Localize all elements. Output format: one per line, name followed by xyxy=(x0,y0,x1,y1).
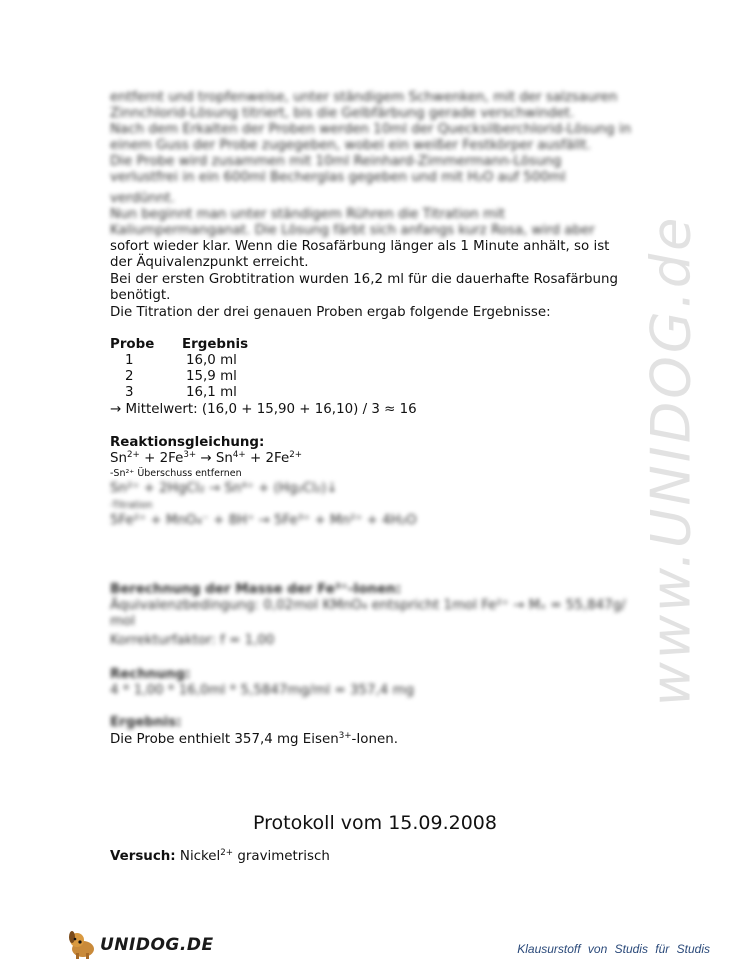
body-line: sofort wieder klar. Wenn die Rosafärbung länger als 1 Minute anhält, so ist xyxy=(110,239,610,254)
cell-ergebnis: 16,1 ml xyxy=(186,385,237,400)
footer-tagline: Klausurstoff von Studis für Studis xyxy=(517,942,710,956)
body-line: benötigt. xyxy=(110,288,171,303)
logo-text: UNIDOG.DE xyxy=(100,935,214,955)
blurred-line: Sn²⁺ + 2HgCl₂ → Sn⁴⁺ + (Hg₂Cl₂)↓ xyxy=(110,481,338,496)
blurred-line: Die Probe wird zusammen mit 10ml Reinhard-Zimmermann-Lösung xyxy=(110,154,562,169)
equation-line: $Sn^{2+} + 2Fe^{3+} \to Sn^{4+} + 2Fe^{2+}$ xyxy=(110,450,303,466)
versuch-label: Versuch: xyxy=(110,849,176,864)
blurred-line: Berechnung der Masse der Fe³⁺-Ionen: xyxy=(110,582,402,597)
ergebnis-text-post: -Ionen. xyxy=(351,732,398,747)
blurred-line: verlustfrei in ein 600ml Becherglas gegeben und mit H₂O auf 500ml xyxy=(110,170,566,185)
watermark: www.UNIDOG.de xyxy=(639,214,703,706)
blurred-line: Kaliumpermanganat. Die Lösung färbt sich anfangs kurz Rosa, wird aber xyxy=(110,223,595,238)
blurred-line: Zinnchlorid-Lösung titriert, bis die Gelbfärbung gerade verschwindet. xyxy=(110,106,575,121)
equation-note: -Sn²⁺ Überschuss entfernen xyxy=(110,468,242,479)
blurred-line: 5Fe²⁺ + MnO₄⁻ + 8H⁺ → 5Fe³⁺ + Mn²⁺ + 4H₂O xyxy=(110,513,417,528)
body-line: Die Titration der drei genauen Proben ergab folgende Ergebnisse: xyxy=(110,305,551,320)
cell-probe: 3 xyxy=(125,385,134,400)
ergebnis-line: Die Probe enthielt 357,4 mg Eisen$^{3+}$-Ionen. xyxy=(110,731,398,747)
blurred-line: Äquivalenzbedingung: 0,02mol KMnO₄ entspricht 1mol Fe²⁺ → Mₓ = 55,847g/ xyxy=(110,598,626,613)
header-ergebnis: Ergebnis xyxy=(182,337,249,352)
mittelwert-line xyxy=(110,402,417,418)
cell-probe: 1 xyxy=(125,353,134,368)
ergebnis-text-pre: Die Probe enthielt 357,4 mg Eisen xyxy=(110,732,339,747)
blurred-line: -Titration xyxy=(110,500,153,511)
versuch-text-post: gravimetrisch xyxy=(233,849,330,864)
cell-probe: 2 xyxy=(125,369,134,384)
versuch-text-pre: Nickel xyxy=(179,849,221,864)
unidog-logo xyxy=(66,927,214,961)
cell-ergebnis: 16,0 ml xyxy=(186,353,237,368)
protokoll-title: Protokoll vom 15.09.2008 xyxy=(253,812,497,834)
blurred-line: Nach dem Erkalten der Proben werden 10ml der Quecksilberchlorid-Lösung in xyxy=(110,122,632,137)
header-probe: Probe xyxy=(110,337,155,352)
body-line: Bei der ersten Grobtitration wurden 16,2 ml für die dauerhafte Rosafärbung xyxy=(110,272,619,287)
arrow-right-icon: → xyxy=(110,402,126,417)
section-heading: Reaktionsgleichung: xyxy=(110,435,265,450)
blurred-line: einem Guss der Probe zugegeben, wobei ein weißer Festkörper ausfällt. xyxy=(110,138,591,153)
blurred-line: entfernt und tropfenweise, unter ständigem Schwenken, mit der salzsauren xyxy=(110,90,618,105)
blurred-line: verdünnt. xyxy=(110,191,175,206)
blurred-line: Korrekturfaktor: f = 1,00 xyxy=(110,633,275,648)
dog-mascot-icon xyxy=(66,927,100,961)
cell-ergebnis: 15,9 ml xyxy=(186,369,237,384)
blurred-line: Rechnung: xyxy=(110,667,191,682)
versuch-line: Versuch: Nickel$^{2+}$ gravimetrisch xyxy=(110,848,330,864)
mittelwert-text: Mittelwert: (16,0 + 15,90 + 16,10) / 3 ≈ 16 xyxy=(125,402,417,417)
blurred-line: mol xyxy=(110,614,135,629)
blurred-line: Nun beginnt man unter ständigem Rühren die Titration mit xyxy=(110,207,506,222)
blurred-line: Ergebnis: xyxy=(110,715,182,730)
blurred-line: 4 * 1,00 * 16,0ml * 5,5847mg/ml = 357,4 mg xyxy=(110,683,415,698)
body-line: der Äquivalenzpunkt erreicht. xyxy=(110,255,309,270)
